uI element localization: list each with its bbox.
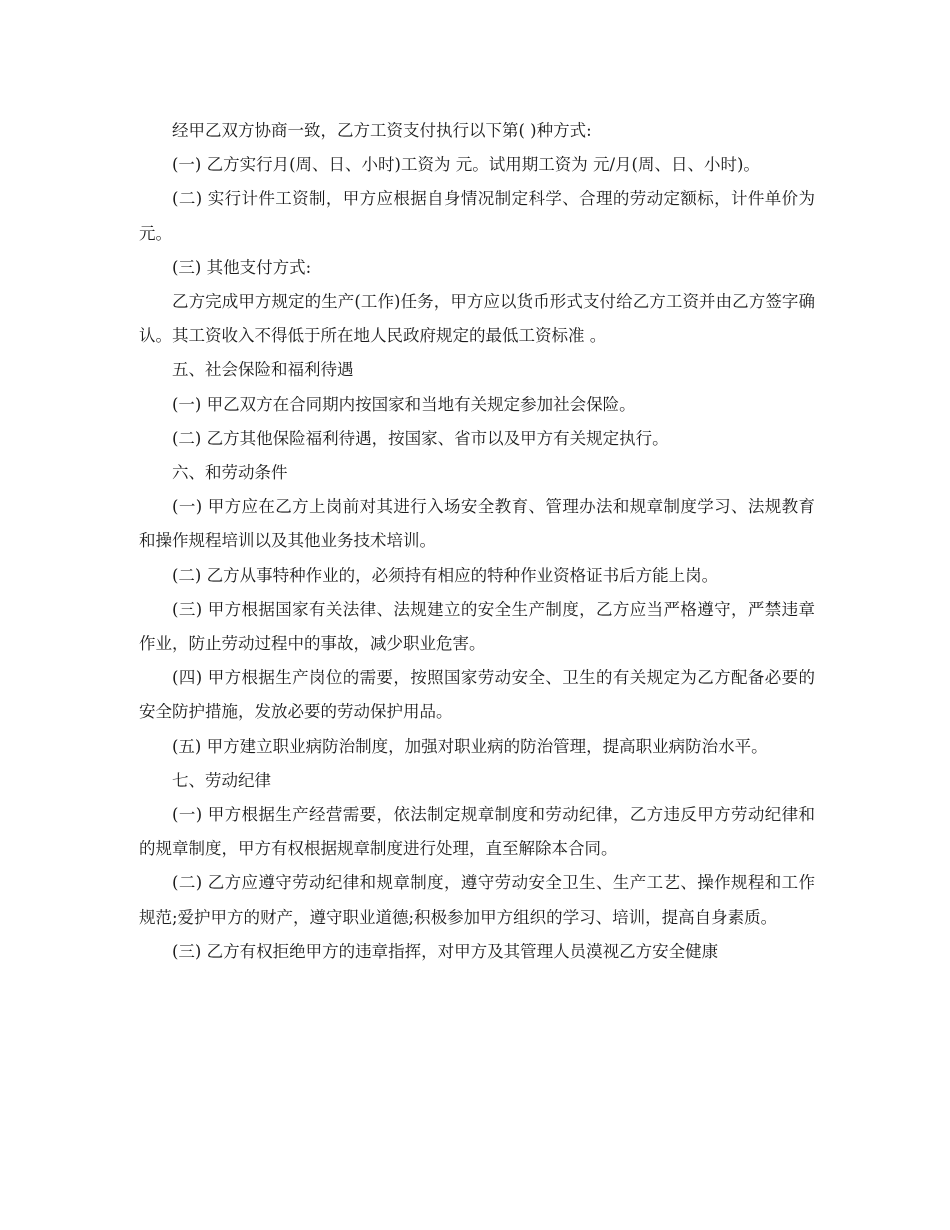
section-heading: 七、劳动纪律 xyxy=(172,770,271,790)
paragraph: (三) 甲方根据国家有关法律、法规建立的安全生产制度，乙方应当严格遵守，严禁违章作业，防止劳动过程中的事故，减少职业危害。 xyxy=(139,599,815,654)
paragraph: (三) 乙方有权拒绝甲方的违章指挥，对甲方及其管理人员漠视乙方安全健康 xyxy=(172,941,719,961)
paragraph: 经甲乙双方协商一致，乙方工资支付执行以下第( )种方式: xyxy=(172,121,592,140)
document-body xyxy=(139,114,815,969)
paragraph: (二) 乙方其他保险福利待遇，按国家、省市以及甲方有关规定执行。 xyxy=(172,428,669,448)
paragraph: (二) 实行计件工资制，甲方应根据自身情况制定科学、合理的劳动定额标，计件单价为 元。 xyxy=(139,189,815,243)
paragraph: (五) 甲方建立职业病防治制度，加强对职业病的防治管理，提高职业病防治水平。 xyxy=(172,736,768,756)
paragraph: (一) 甲方根据生产经营需要，依法制定规章制度和劳动纪律，乙方违反甲方劳动纪律和的规章制度，甲方有权根据规章制度进行处理，直至解除本合同。 xyxy=(139,805,815,859)
paragraph: (四) 甲方根据生产岗位的需要，按照国家劳动安全、卫生的有关规定为乙方配备必要的安全防护措施，发放必要的劳动保护用品。 xyxy=(139,668,815,722)
section-heading: 六、和劳动条件 xyxy=(172,463,288,483)
paragraph: (一) 乙方实行月(周、日、小时)工资为 元。试用期工资为 元/月(周、日、小时)。 xyxy=(172,155,760,175)
paragraph: (二) 乙方从事特种作业的，必须持有相应的特种作业资格证书后方能上岗。 xyxy=(172,565,719,585)
paragraph: (二) 乙方应遵守劳动纪律和规章制度，遵守劳动安全卫生、生产工艺、操作规程和工作规范;爱护甲方的财产，遵守职业道德;积极参加甲方组织的学习、培训，提高自身素质。 xyxy=(139,873,815,927)
paragraph: (三) 其他支付方式: xyxy=(172,257,312,277)
section-heading: 五、社会保险和福利待遇 xyxy=(172,360,354,380)
paragraph: (一) 甲乙双方在合同期内按国家和当地有关规定参加社会保险。 xyxy=(172,394,636,414)
paragraph: 乙方完成甲方规定的生产(工作)任务，甲方应以货币形式支付给乙方工资并由乙方签字确认。其工资收入不得低于所在地人民政府规定的最低工资标准 。 xyxy=(139,292,815,346)
paragraph: (一) 甲方应在乙方上岗前对其进行入场安全教育、管理办法和规章制度学习、法规教育和操作规程培训以及其他业务技术培训。 xyxy=(139,497,815,551)
